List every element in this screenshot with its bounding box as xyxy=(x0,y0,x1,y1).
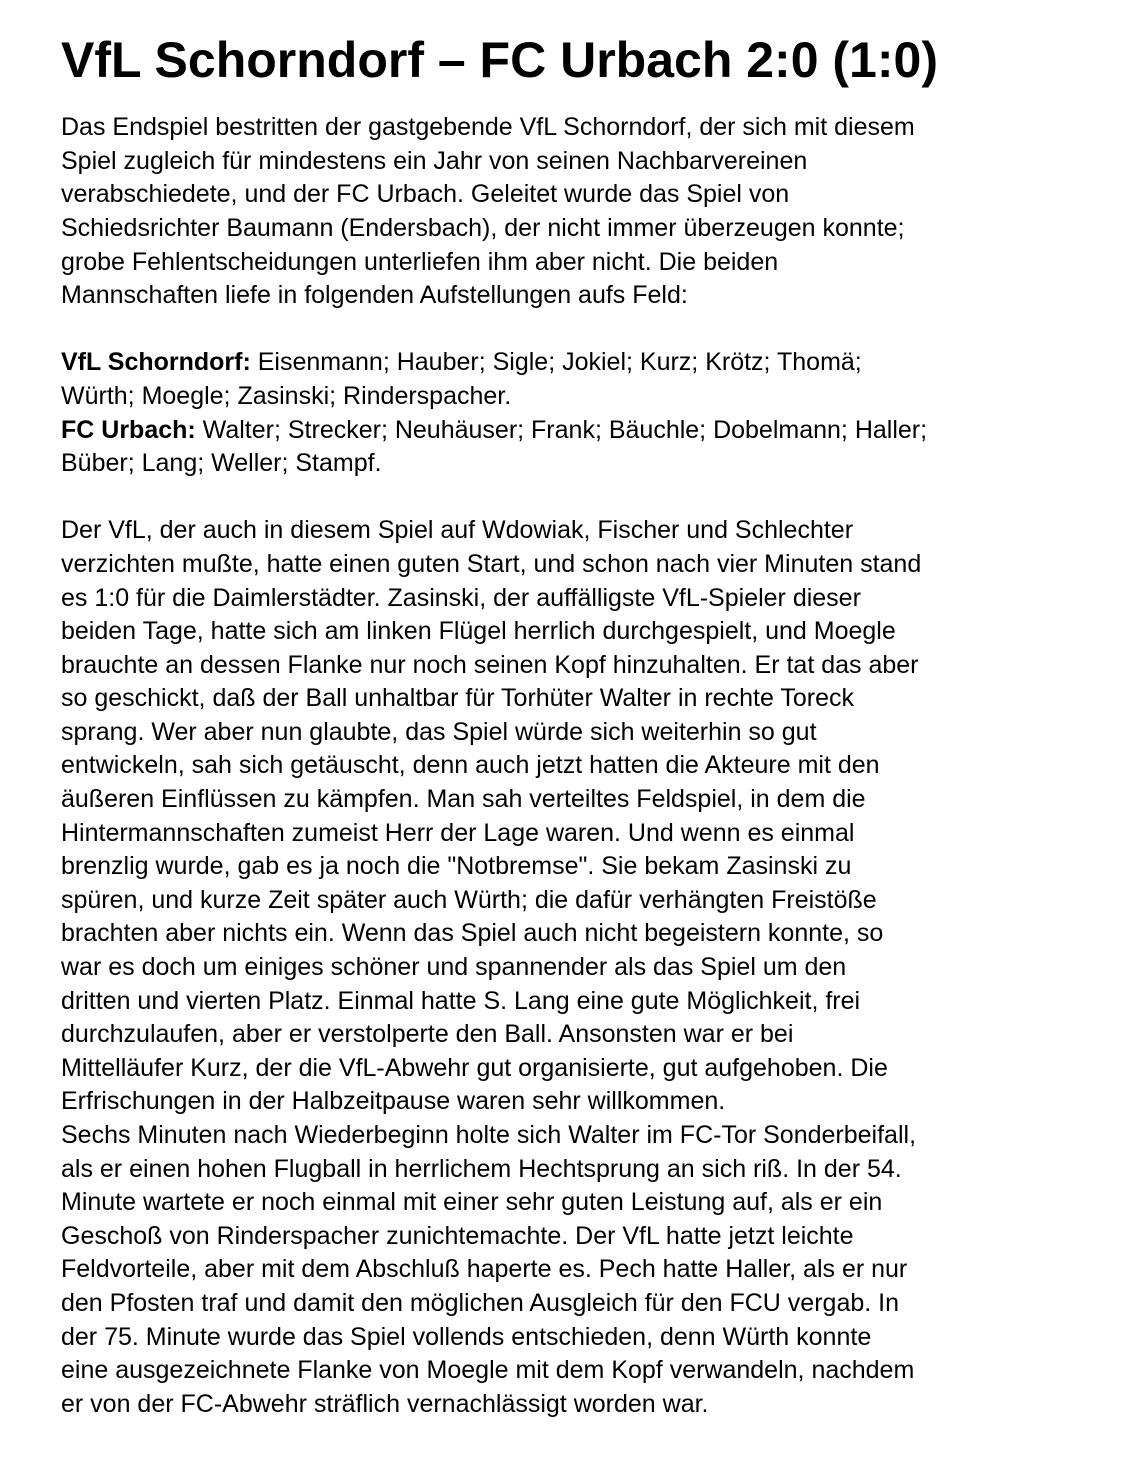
report-line: den Pfosten traf und damit den möglichen Ausgleich für den FCU vergab. In xyxy=(61,1288,899,1317)
report-line: äußeren Einflüssen zu kämpfen. Man sah verteiltes Feldspiel, in dem die xyxy=(61,785,866,814)
spacer xyxy=(61,313,1101,347)
intro-paragraph xyxy=(61,111,1101,313)
report-line: Minute wartete er noch einmal mit einer sehr guten Leistung auf, als er ein xyxy=(61,1188,883,1217)
report-line: spüren, und kurze Zeit später auch Würth; die dafür verhängten Freistöße xyxy=(61,885,877,914)
away-lineup-players: Walter; Strecker; Neuhäuser; Frank; Bäuchle; Dobelmann; Haller; xyxy=(195,415,928,444)
away-lineup-players-cont: Büber; Lang; Weller; Stampf. xyxy=(61,449,382,478)
intro-line: Schiedsrichter Baumann (Endersbach), der nicht immer überzeugen konnte; xyxy=(61,213,905,242)
intro-line: grobe Fehlentscheidungen unterliefen ihm aber nicht. Die beiden xyxy=(61,247,779,276)
report-line: Feldvorteile, aber mit dem Abschluß haperte es. Pech hatte Haller, als er nur xyxy=(61,1255,908,1284)
home-lineup-players: Eisenmann; Hauber; Sigle; Jokiel; Kurz; Krötz; Thomä; xyxy=(250,348,862,377)
report-line: entwickeln, sah sich getäuscht, denn auch jetzt hatten die Akteure mit den xyxy=(61,751,880,780)
away-team-name: FC Urbach: xyxy=(61,415,196,444)
report-line: durchzulaufen, aber er verstolperte den Ball. Ansonsten war er bei xyxy=(61,1020,794,1049)
report-line: dritten und vierten Platz. Einmal hatte S. Lang eine gute Möglichkeit, frei xyxy=(61,986,861,1015)
report-line: Der VfL, der auch in diesem Spiel auf Wdowiak, Fischer und Schlechter xyxy=(61,516,854,545)
report-line: der 75. Minute wurde das Spiel vollends entschieden, denn Würth konnte xyxy=(61,1322,872,1351)
report-line: Geschoß von Rinderspacher zunichtemachte. Der VfL hatte jetzt leichte xyxy=(61,1221,854,1250)
home-lineup-line xyxy=(61,346,1101,380)
lineups-section xyxy=(61,346,1101,480)
report-line: Mittelläufer Kurz, der die VfL-Abwehr gut organisierte, gut aufgehoben. Die xyxy=(61,1053,888,1082)
report-line: sprang. Wer aber nun glaubte, das Spiel würde sich weiterhin so gut xyxy=(61,717,817,746)
home-lineup-players-cont: Würth; Moegle; Zasinski; Rinderspacher. xyxy=(61,381,512,410)
report-line: brauchte an dessen Flanke nur noch seinen Kopf hinzuhalten. Er tat das aber xyxy=(61,650,919,679)
report-line: so geschickt, daß der Ball unhaltbar für Torhüter Walter in rechte Toreck xyxy=(61,684,854,713)
report-line: beiden Tage, hatte sich am linken Flügel herrlich durchgespielt, und Moegle xyxy=(61,617,896,646)
report-line: Hintermannschaften zumeist Herr der Lage waren. Und wenn es einmal xyxy=(61,818,855,847)
match-title: VfL Schorndorf – FC Urbach 2:0 (1:0) xyxy=(61,32,938,88)
away-lineup-line xyxy=(61,414,1101,448)
report-line: war es doch um einiges schöner und spannender als das Spiel um den xyxy=(61,953,847,982)
intro-line: Mannschaften liefe in folgenden Aufstellungen aufs Feld: xyxy=(61,281,688,310)
match-report-paragraph xyxy=(61,514,1101,1421)
intro-line: Das Endspiel bestritten der gastgebende VfL Schorndorf, der sich mit diesem xyxy=(61,113,915,142)
report-line: es 1:0 für die Daimlerstädter. Zasinski, der auffälligste VfL-Spieler dieser xyxy=(61,583,861,612)
report-line: verzichten mußte, hatte einen guten Start, und schon nach vier Minuten stand xyxy=(61,549,922,578)
report-line: eine ausgezeichnete Flanke von Moegle mit dem Kopf verwandeln, nachdem xyxy=(61,1356,915,1385)
report-line: Sechs Minuten nach Wiederbeginn holte sich Walter im FC-Tor Sonderbeifall, xyxy=(61,1121,917,1149)
report-line: brachten aber nichts ein. Wenn das Spiel auch nicht begeistern konnte, so xyxy=(61,919,884,948)
intro-line: verabschiedete, und der FC Urbach. Geleitet wurde das Spiel von xyxy=(61,180,790,209)
report-line: als er einen hohen Flugball in herrlichem Hechtsprung an sich riß. In der 54. xyxy=(61,1154,902,1183)
intro-line: Spiel zugleich für mindestens ein Jahr von seinen Nachbarvereinen xyxy=(61,146,808,175)
report-line: Erfrischungen in der Halbzeitpause waren sehr willkommen. xyxy=(61,1087,726,1116)
report-line: brenzlig wurde, gab es ja noch die "Notbremse". Sie bekam Zasinski zu xyxy=(61,852,852,881)
report-line: er von der FC-Abwehr sträflich vernachlässigt worden war. xyxy=(61,1389,709,1418)
document-page xyxy=(61,32,1101,1421)
spacer xyxy=(61,481,1101,515)
home-team-name: VfL Schorndorf: xyxy=(61,348,251,377)
